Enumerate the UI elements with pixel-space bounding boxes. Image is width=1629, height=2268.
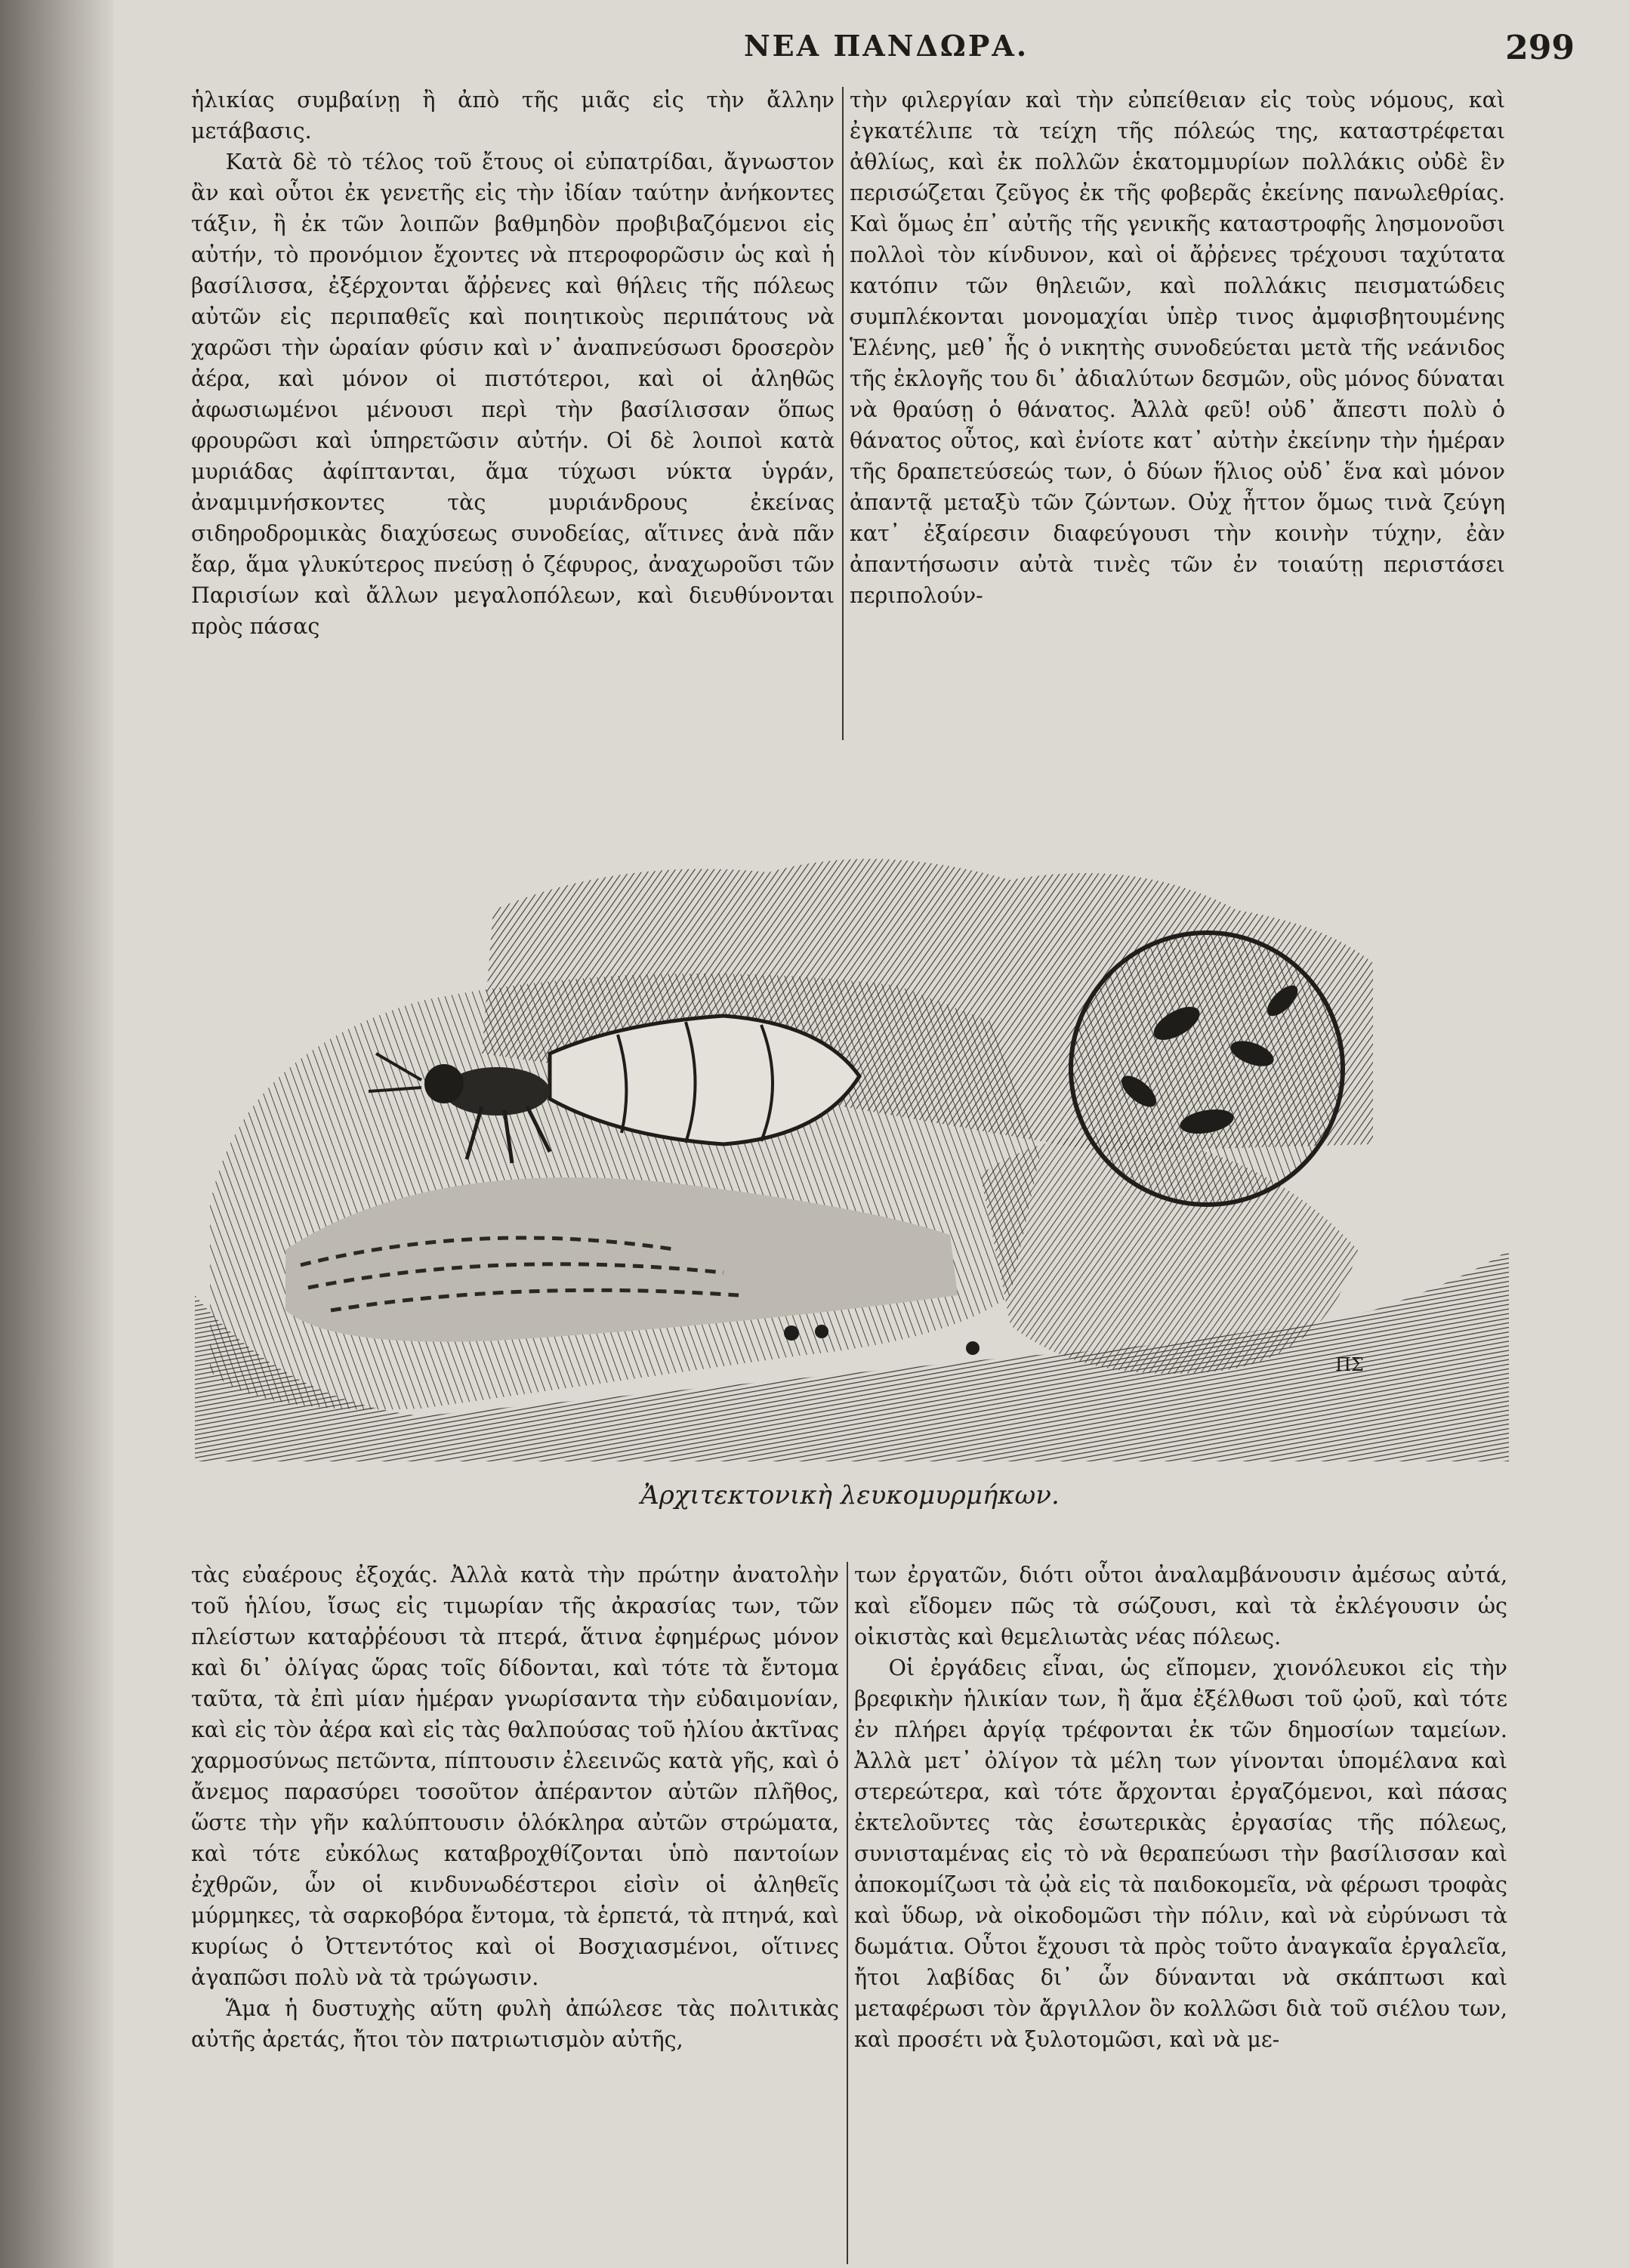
paragraph: τὴν φιλεργίαν καὶ τὴν εὐπείθειαν εἰς τοὺς νόμους, καὶ ἐγκατέλιπε τὰ τείχη τῆς πόλεώς της, καταστρέφεται ἀθλίως, καὶ ἐκ πολλῶν ἑκατομμυρίων πολλάκις οὐδὲ ἓν περισώζεται ζεῦγος ἐκ τῆς φοβερᾶς ἐκείνης πανωλεθρίας. Καὶ ὅμως ἐπ᾽ αὐτῆς τῆς γενικῆς καταστροφῆς λησμονοῦσι πολλοὶ τὸν κίνδυνον, καὶ οἱ ἄῤῥενες τρέχουσι ταχύτατα κατόπιν τῶν θηλειῶν, καὶ πολλάκις πεισματώδεις συμπλέκονται μονομαχίαι ὑπὲρ τινος ἀμφισβητουμένης Ἑλένης, μεθ᾽ ἧς ὁ νικητὴς συνοδεύεται μετὰ τῆς νεάνιδος τῆς ἐκλογῆς του δι᾽ ἀδιαλύτων δεσμῶν, οὓς μόνος δύναται νὰ θραύσῃ ὁ θάνατος. Ἀλλὰ φεῦ! οὐδ᾽ ἄπεστι πολὺ ὁ θάνατος οὗτος, καὶ ἐνίοτε κατ᾽ αὐτὴν ἐκείνην τὴν ἡμέραν τῆς δραπετεύσεώς των, ὁ δύων ἥλιος οὐδ᾽ ἕνα καὶ μόνον ἀπαντᾷ μεταξὺ τῶν ζώντων. Οὐχ ἧττον ὅμως τινὰ ζεύγη κατ᾽ ἐξαίρεσιν διαφεύγουσι τὴν κοινὴν τύχην, ἐὰν ἀπαντήσωσιν αὐτὰ τινὲς τῶν ἐν τοιαύτῃ περιστάσει περιπολούν- xyxy=(850,88,1505,608)
column-rule xyxy=(842,87,844,740)
paragraph: Οἱ ἐργάδεις εἶναι, ὡς εἴπομεν, χιονόλευκοι εἰς τὴν βρεφικὴν ἡλικίαν των, ἢ ἅμα ἐξέλθωσι τοῦ ᾠοῦ, καὶ τότε ἐν πλήρει ἀργίᾳ τρέφονται ἐκ τῶν δημοσίων ταμείων. Ἀλλὰ μετ᾽ ὀλίγον τὰ μέλη των γίνονται ὑπομέλανα καὶ στερεώτερα, καὶ τότε ἄρχονται ἐργαζόμενοι, καὶ πάσας ἐκτελοῦντες τὰς ἐσωτερικὰς ἐργασίας τῆς πόλεως, συνισταμένας εἰς τὸ νὰ θεραπεύωσι τὴν βασίλισσαν καὶ ἀποκομίζωσι τὰ ᾠὰ εἰς τὰ παιδοκομεῖα, νὰ φέρωσι τροφὰς καὶ ὕδωρ, νὰ οἰκοδομῶσι τὴν πόλιν, καὶ νὰ εὐρύνωσι τὰ δωμάτια. Οὗτοι ἔχουσι τὰ πρὸς τοῦτο ἀναγκαῖα ἐργαλεῖα, ἤτοι λαβίδας δι᾽ ὧν δύνανται νὰ σκάπτωσι καὶ μεταφέρωσι τὸν ἄργιλλον ὃν κολλῶσι διὰ τοῦ σιέλου των, καὶ προσέτι νὰ ξυλοτομῶσι, καὶ νὰ με- xyxy=(854,1655,1507,2052)
page-header xyxy=(174,29,1599,82)
termite-architecture-engraving xyxy=(195,827,1509,1461)
paragraph: ἡλικίας συμβαίνῃ ἢ ἀπὸ τῆς μιᾶς εἰς τὴν ἄλλην μετάβασις. xyxy=(191,88,835,143)
book-gutter xyxy=(0,0,113,2268)
column-top-left xyxy=(191,85,835,742)
engraver-mark: ΠΣ xyxy=(1335,1354,1364,1375)
figure-caption: Ἀρχιτεκτονικὴ λευκομυρμήκων. xyxy=(640,1480,1060,1510)
page-number: 299 xyxy=(1505,29,1575,67)
column-top-right xyxy=(850,85,1505,742)
paragraph: Ἅμα ἡ δυστυχὴς αὕτη φυλὴ ἀπώλεσε τὰς πολιτικὰς αὐτῆς ἀρετάς, ἤτοι τὸν πατριωτισμὸν αὐτῆς, xyxy=(191,1996,839,2052)
paragraph: τὰς εὐαέρους ἐξοχάς. Ἀλλὰ κατὰ τὴν πρώτην ἀνατολὴν τοῦ ἡλίου, ἴσως εἰς τιμωρίαν τῆς ἀκρασίας των, τῶν πλείστων καταῤῥέουσι τὰ πτερά, ἅτινα ἐφημέρως μόνον καὶ δι᾽ ὀλίγας ὥρας τοῖς δίδονται, καὶ τότε τὰ ἔντομα ταῦτα, τὰ ἐπὶ μίαν ἡμέραν γνωρίσαντα τὴν εὐδαιμονίαν, καὶ εἰς τὸν ἀέρα καὶ εἰς τὰς θαλπούσας τοῦ ἡλίου ἀκτῖνας χαρμοσύνως πετῶντα, πίπτουσιν ἐλεεινῶς κατὰ γῆς, καὶ ὁ ἄνεμος παρασύρει τοσοῦτον ἀπέραντον αὐτῶν πλῆθος, ὥστε τὴν γῆν καλύπτουσιν ὁλόκληρα αὐτῶν στρώματα, καὶ τότε εὐκόλως καταβροχθίζονται ὑπὸ παντοίων ἐχθρῶν, ὧν οἱ κινδυνωδέστεροι εἰσὶν οἱ ἀληθεῖς μύρμηκες, τὰ σαρκοβόρα ἔντομα, τὰ ἑρπετά, τὰ πτηνά, καὶ κυρίως ὁ Ὀττεντότος καὶ οἱ Βοσχιασμένοι, οἵτινες ἀγαπῶσι πολὺ νὰ τὰ τρώγωσιν. xyxy=(191,1563,839,1990)
column-bottom-right xyxy=(854,1560,1507,2266)
paragraph: των ἐργατῶν, διότι οὗτοι ἀναλαμβάνουσιν ἀμέσως αὐτά, καὶ εἴδομεν πῶς τὰ σώζουσι, καὶ τὰ ἐκλέγουσιν ὡς οἰκιστὰς καὶ θεμελιωτὰς νέας πόλεως. xyxy=(854,1563,1507,1649)
column-rule xyxy=(847,1562,848,2264)
column-bottom-left xyxy=(191,1560,839,2266)
paragraph: Κατὰ δὲ τὸ τέλος τοῦ ἔτους οἱ εὐπατρίδαι, ἄγνωστον ἂν καὶ οὗτοι ἐκ γενετῆς εἰς τὴν ἰδίαν ταύτην ἀνήκοντες τάξιν, ἢ ἐκ τῶν λοιπῶν βαθμηδὸν προβιβαζόμενοι εἰς αὐτήν, τὸ προνόμιον ἔχοντες νὰ πτεροφορῶσιν ὡς καὶ ἡ βασίλισσα, ἐξέρχονται ἄῤῥενες καὶ θήλεις τῆς πόλεως αὐτῶν εἰς περιπαθεῖς καὶ ποιητικοὺς περιπάτους νὰ χαρῶσι τὴν ὡραίαν φύσιν καὶ ν᾽ ἀναπνεύσωσι δροσερὸν ἀέρα, καὶ μόνον οἱ πιστότεροι, καὶ οἱ ἀληθῶς ἀφωσιωμένοι μένουσι περὶ τὴν βασίλισσαν ὅπως φρουρῶσι καὶ ὑπηρετῶσιν αὐτήν. Οἱ δὲ λοιποὶ κατὰ μυριάδας ἀφίπτανται, ἅμα τύχωσι νύκτα ὑγράν, ἀναμιμνήσκοντες τὰς μυριάνδρους ἐκείνας σιδηροδρομικὰς διαχύσεως συνοδείας, αἵτινες ἀνὰ πᾶν ἔαρ, ἅμα γλυκύτερος πνεύσῃ ὁ ζέφυρος, ἀναχωροῦσι τῶν Παρισίων καὶ ἄλλων μεγαλοπόλεων, καὶ διευθύνονται πρὸς πάσας xyxy=(191,150,835,639)
running-title: ΝΕΑ ΠΑΝΔΩΡΑ. xyxy=(743,29,1029,63)
